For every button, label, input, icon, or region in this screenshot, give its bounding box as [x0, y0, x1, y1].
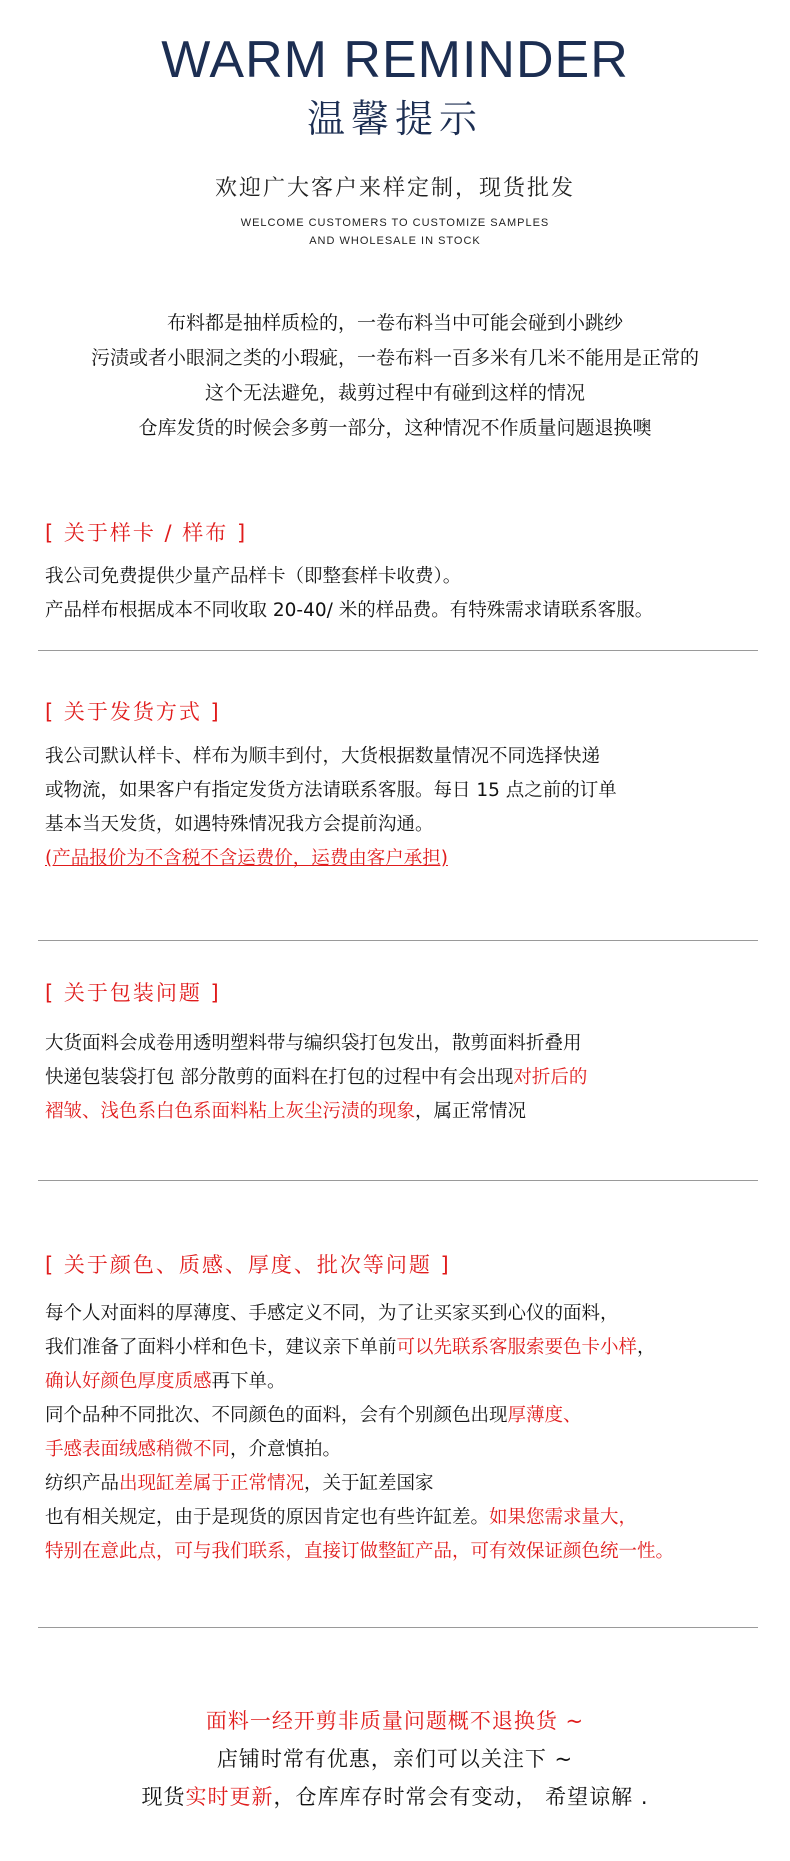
footer-line-3 [0, 1778, 790, 1816]
color-line-5-text: ，介意慎拍。 [230, 1439, 342, 1460]
welcome-cn: 欢迎广大客户来样定制，现货批发 [214, 176, 575, 201]
intro-line-1: 布料都是抽样质检的，一卷布料当中可能会碰到小跳纱 [166, 312, 623, 334]
footer-line-2: 店铺时常有优惠，亲们可以关注下 ~ [216, 1747, 574, 1771]
color-line-3 [45, 1365, 765, 1399]
color-section-title: [ 关于颜色、质感、厚度、批次等问题 ] [45, 1253, 451, 1277]
shipping-line-3: 基本当天发货，如遇特殊情况我方会提前沟通。 [45, 814, 434, 835]
color-line-2 [45, 1331, 765, 1365]
color-line-7-highlight: 如果您需求量大， [489, 1507, 638, 1528]
color-line-6-end: ，关于缸差国家 [304, 1473, 434, 1494]
footer-line-3-highlight: 实时更新 [185, 1785, 274, 1809]
color-line-5 [45, 1433, 765, 1467]
divider [38, 650, 758, 651]
packaging-line-1: 大货面料会成卷用透明塑料带与编织袋打包发出，散剪面料折叠用 [45, 1033, 582, 1054]
shipping-line-1: 我公司默认样卡、样布为顺丰到付，大货根据数量情况不同选择快递 [45, 746, 601, 767]
packaging-line-3-text: ，属正常情况 [415, 1101, 527, 1122]
footer-line-3-text: 现货 [141, 1785, 186, 1809]
color-line-8: 特别在意此点，可与我们联系，直接订做整缸产品，可有效保证颜色统一性。 [45, 1541, 675, 1562]
packaging-line-3 [45, 1095, 765, 1129]
color-line-3-highlight: 确认好颜色厚度质感 [45, 1371, 212, 1392]
color-section-body [45, 1297, 765, 1569]
shipping-note: (产品报价为不含税不含运费价，运费由客户承担) [45, 848, 448, 869]
divider [38, 1180, 758, 1181]
intro-line-4: 仓库发货的时候会多剪一部分，这种情况不作质量问题退换噢 [138, 417, 652, 439]
intro-text [0, 306, 790, 446]
shipping-section-body [45, 740, 765, 876]
footer-line-3-end: ，仓库库存时常会有变动， 希望谅解 . [273, 1785, 649, 1809]
color-line-4-highlight: 厚薄度、 [507, 1405, 582, 1426]
color-line-4 [45, 1399, 765, 1433]
color-line-2-text: 我们准备了面料小样和色卡，建议亲下单前 [45, 1337, 397, 1358]
intro-line-3: 这个无法避免，裁剪过程中有碰到这样的情况 [204, 382, 585, 404]
welcome-en [0, 214, 790, 250]
sample-line-2: 产品样布根据成本不同收取 20-40/ 米的样品费。有特殊需求请联系客服。 [45, 600, 654, 621]
sample-section-body [45, 560, 765, 628]
title-cn: 温馨提示 [306, 97, 483, 141]
packaging-line-2 [45, 1061, 765, 1095]
color-line-7 [45, 1501, 765, 1535]
color-line-6-text: 纺织产品 [45, 1473, 120, 1494]
packaging-line-2-highlight: 对折后的 [513, 1067, 588, 1088]
welcome-en-line-1: WELCOME CUSTOMERS TO CUSTOMIZE SAMPLES [240, 217, 550, 229]
shipping-section-title: [ 关于发货方式 ] [45, 700, 221, 724]
divider [38, 940, 758, 941]
color-line-4-text: 同个品种不同批次、不同颜色的面料，会有个别颜色出现 [45, 1405, 508, 1426]
packaging-line-2-text: 快递包装袋打包 部分散剪的面料在打包的过程中有会出现 [45, 1067, 514, 1088]
color-line-1: 每个人对面料的厚薄度、手感定义不同，为了让买家买到心仪的面料， [45, 1303, 619, 1324]
color-line-5-highlight: 手感表面绒感稍微不同 [45, 1439, 231, 1460]
divider [38, 1627, 758, 1628]
header [0, 0, 790, 250]
sample-line-1: 我公司免费提供少量产品样卡（即整套样卡收费）。 [45, 566, 462, 587]
color-line-2-highlight: 可以先联系客服索要色卡小样 [396, 1337, 638, 1358]
footer-line-1: 面料一经开剪非质量问题概不退换货 ~ [205, 1709, 585, 1733]
shipping-line-2: 或物流，如果客户有指定发货方法请联系客服。每日 15 点之前的订单 [45, 780, 617, 801]
packaging-section-title: [ 关于包装问题 ] [45, 981, 221, 1005]
color-line-6 [45, 1467, 765, 1501]
color-line-2-end: ， [637, 1337, 656, 1358]
packaging-line-3-highlight: 褶皱、浅色系白色系面料粘上灰尘污渍的现象 [45, 1101, 416, 1122]
intro-line-2: 污渍或者小眼洞之类的小瑕疵，一卷布料一百多米有几米不能用是正常的 [90, 347, 699, 369]
color-line-7-text: 也有相关规定，由于是现货的原因肯定也有些许缸差。 [45, 1507, 490, 1528]
color-line-6-highlight: 出现缸差属于正常情况 [119, 1473, 305, 1494]
title-en: WARM REMINDER [161, 31, 629, 89]
welcome-en-line-2: AND WHOLESALE IN STOCK [309, 235, 481, 247]
sample-section-title: [ 关于样卡 / 样布 ] [45, 521, 248, 545]
packaging-section-body [45, 1027, 765, 1129]
footer [0, 1702, 790, 1816]
color-line-3-text: 再下单。 [211, 1371, 286, 1392]
